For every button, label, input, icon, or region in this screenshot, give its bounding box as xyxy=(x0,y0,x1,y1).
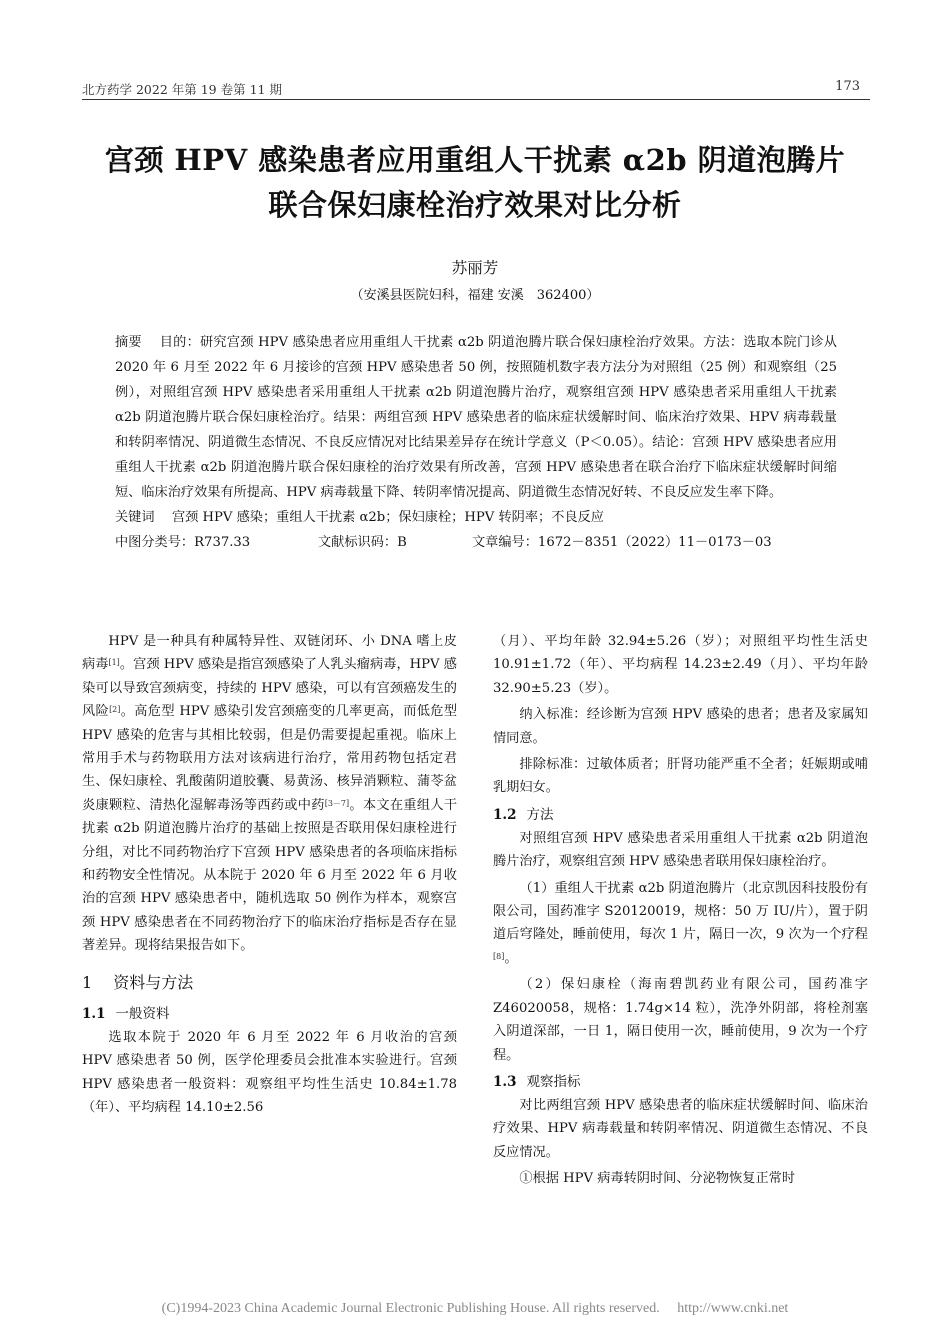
section-1-2-heading xyxy=(493,803,868,827)
drug-1-text: （1）重组人干扰素 α2b 阴道泡腾片（北京凯因科技股份有限公司，国药准字 S20120019，规格：50 万 IU/片），置于阴道后穹隆处，睡前使用，每次 1 片，隔日一次，9 次为一个疗程 xyxy=(493,880,868,943)
section-1-3-heading xyxy=(493,1070,868,1094)
abstract-label: 摘要 xyxy=(115,335,142,350)
citation[interactable]: [1] xyxy=(108,658,120,668)
left-column xyxy=(82,630,457,1122)
running-header xyxy=(82,78,870,100)
intro-text-1: HPV 是一种具有种属特异性、双链闭环、小 DNA 嗜上皮病毒 xyxy=(82,634,457,673)
intro-text-3: 。高危型 HPV 感染引发宫颈癌变的几率更高，而低危型 HPV 感染的危害与其相比较弱，但是仍需要提起重视。临床上常用手术与药物联用方法对该病进行治疗，常用药物包括定君生、保妇康栓、乳酸菌阴道胶囊、易黄汤、核异消颗粒、蒲苓盆炎康颗粒、清热化湿解毒汤等西药或中药 xyxy=(82,704,458,813)
drug-2-paragraph: （2）保妇康栓（海南碧凯药业有限公司，国药准字 Z46020058，规格：1.74g×14 粒），洗净外阴部，将栓剂塞入阴道深部，一日 1，隔日使用一次，睡前使用，9 次为一个疗程。 xyxy=(493,977,868,1063)
section-title: 一般资料 xyxy=(115,1005,170,1022)
abstract xyxy=(115,330,837,505)
section-title: 方法 xyxy=(526,806,554,823)
observation-paragraph: 对比两组宫颈 HPV 感染患者的临床症状缓解时间、临床治疗效果、HPV 病毒载量和转阴率情况、阴道微生态情况、不良反应情况。 xyxy=(493,1097,868,1160)
section-title: 资料与方法 xyxy=(113,972,194,992)
journal-issue: 北方药学 2022 年第 19 卷第 11 期 xyxy=(82,82,282,97)
general-data-paragraph: 选取本院于 2020 年 6 月至 2022 年 6 月收治的宫颈 HPV 感染患者 50 例，医学伦理委员会批准本实验进行。宫颈 HPV 感染患者一般资料：观察组平均性生活史 10.84±1.78（年）、平均病程 14.10±2.56 xyxy=(82,1029,457,1115)
document-code: 文献标识码：B xyxy=(318,535,407,550)
section-number: 1.2 xyxy=(493,806,517,823)
exclusion-criteria: 排除标准：过敏体质者；肝肾功能严重不全者；妊娠期或哺乳期妇女。 xyxy=(493,757,868,796)
observation-item-1: ①根据 HPV 病毒转阴时间、分泌物恢复正常时 xyxy=(519,1171,796,1187)
copyright-footer: (C)1994-2023 China Academic Journal Electronic Publishing House. All rights reserved. http://www.cnki.net xyxy=(161,1301,789,1316)
keywords-row xyxy=(115,505,837,530)
citation[interactable]: [8] xyxy=(493,951,505,961)
author-affiliation: （安溪县医院妇科，福建 安溪 362400） xyxy=(350,288,600,303)
intro-paragraph xyxy=(82,630,457,958)
page-number: 173 xyxy=(835,79,860,94)
right-column xyxy=(493,630,868,1194)
classification-row xyxy=(115,530,837,555)
section-number: 1.1 xyxy=(82,1005,106,1022)
section-1-heading xyxy=(82,970,457,996)
abstract-block xyxy=(115,330,837,555)
clc-number: 中图分类号：R737.33 xyxy=(115,535,251,550)
title-line-1: 宫颈 HPV 感染患者应用重组人干扰素 α2b 阴道泡腾片 xyxy=(104,143,846,177)
citation[interactable]: [2] xyxy=(109,705,121,715)
abstract-text: 目的：研究宫颈 HPV 感染患者应用重组人干扰素 α2b 阴道泡腾片联合保妇康栓治疗效果。方法：选取本院门诊从 2020 年 6 月至 2022 年 6 月接诊的宫颈 HPV 感染患者 50 例，按照随机数字表方法分为对照组（25 例）和观察组（25 例），对照组宫颈 HPV 感染患者采用重组人干扰素 α2b 阴道泡腾片治疗，观察组宫颈 HPV 感染患者采用重组人干扰素 α2b 阴道泡腾片联合保妇康栓治疗。结果：两组宫颈 HPV 感染患者的临床症状缓解时间、临床治疗效果、HPV 病毒载量和转阴率情况、阴道微生态情况、不良反应情况对比结果差异存在统计学意义（P＜0.05）。结论：宫颈 HPV 感染患者应用重组人干扰素 α2b 阴道泡腾片联合保妇康栓的治疗效果有所改善，宫颈 HPV 感染患者在联合治疗下临床症状缓解时间缩短、临床治疗效果有所提高、HPV 病毒载量下降、转阴率情况提高、阴道微生态情况好转、不良反应发生率下降。 xyxy=(115,335,837,500)
keywords-label: 关键词 xyxy=(115,510,155,525)
inclusion-criteria: 纳入标准：经诊断为宫颈 HPV 感染的患者；患者及家属知情同意。 xyxy=(493,707,868,746)
general-data-continued: （月）、平均年龄 32.94±5.26（岁）；对照组平均性生活史 10.91±1.72（年）、平均病程 14.23±2.49（月）、平均年龄 32.90±5.23（岁）。 xyxy=(493,634,868,696)
drug-1-paragraph xyxy=(493,877,868,971)
section-title: 观察指标 xyxy=(526,1073,581,1090)
section-number: 1.3 xyxy=(493,1073,517,1090)
section-number: 1 xyxy=(82,972,93,992)
intro-text-4: 。本文在重组人干扰素 α2b 阴道泡腾片治疗的基础上按照是否联用保妇康栓进行分组，对比不同药物治疗下宫颈 HPV 感染患者的各项临床指标和药物安全性情况。从本院于 2020 年 6 月至 2022 年 6 月收治的宫颈 HPV 感染患者中，随机选取 50 例作为样本，观察宫颈 HPV 感染患者在不同药物治疗下的临床治疗指标是否存在显著差异。现将结果报告如下。 xyxy=(82,797,458,954)
intro-text-2: 。宫颈 HPV 感染是指宫颈感染了人乳头瘤病毒，HPV 感染可以导致宫颈病变，持续的 HPV 感染，可以有宫颈癌发生的风险 xyxy=(82,657,457,720)
article-title xyxy=(40,138,910,228)
citation[interactable]: [3－7] xyxy=(324,798,350,808)
keywords-text: 宫颈 HPV 感染；重组人干扰素 α2b；保妇康栓；HPV 转阴率；不良反应 xyxy=(171,510,604,525)
method-paragraph: 对照组宫颈 HPV 感染患者采用重组人干扰素 α2b 阴道泡腾片治疗，观察组宫颈 HPV 感染患者联用保妇康栓治疗。 xyxy=(493,830,868,870)
title-line-2: 联合保妇康栓治疗效果对比分析 xyxy=(268,188,682,222)
section-1-1-heading xyxy=(82,1002,457,1026)
drug-1-end: 。 xyxy=(504,950,518,966)
author-name: 苏丽芳 xyxy=(451,259,499,277)
article-number: 文章编号：1672－8351（2022）11－0173－03 xyxy=(472,535,772,550)
